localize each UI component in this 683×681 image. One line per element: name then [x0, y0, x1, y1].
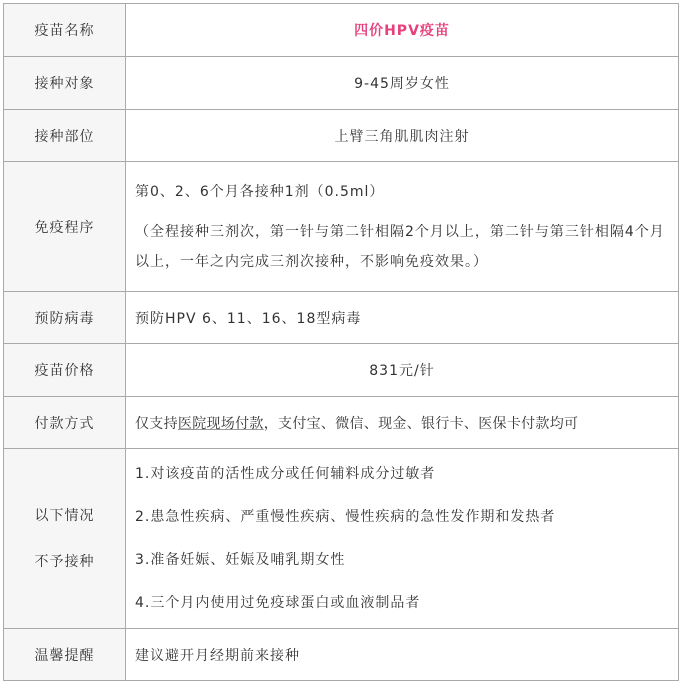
table-row-reminder — [4, 629, 679, 681]
label-line: 以下情况 — [34, 507, 95, 524]
prevention-value: 预防HPV 6、11、16、18型病毒 — [126, 292, 679, 344]
target-group-value: 9-45周岁女性 — [126, 57, 679, 110]
payment-suffix: ，支付宝、微信、现金、银行卡、医保卡付款均可 — [263, 415, 579, 432]
row-label: 温馨提醒 — [4, 629, 126, 681]
payment-prefix: 仅支持 — [135, 415, 178, 432]
row-label: 预防病毒 — [4, 292, 126, 344]
row-label: 免疫程序 — [4, 162, 126, 292]
row-label: 疫苗价格 — [4, 344, 126, 397]
payment-value — [126, 397, 679, 449]
table-row-schedule — [4, 162, 679, 292]
vaccine-info-table — [3, 3, 679, 681]
payment-onsite-link: 医院现场付款 — [177, 415, 264, 432]
table-row-target-group — [4, 57, 679, 110]
table-row-payment — [4, 397, 679, 449]
reminder-value: 建议避开月经期前来接种 — [126, 629, 679, 681]
contraindication-list — [126, 449, 679, 629]
schedule-note: （全程接种三剂次，第一针与第二针相隔2个月以上，第二针与第三针相隔4个月以上，一年之内完成三剂次接种，不影响免疫效果。） — [135, 223, 665, 270]
list-item: 4.三个月内使用过免疫球蛋白或血液制品者 — [135, 594, 421, 611]
row-label: 疫苗名称 — [4, 4, 126, 57]
price-value: 831元/针 — [126, 344, 679, 397]
list-item: 3.准备妊娠、妊娠及哺乳期女性 — [135, 551, 346, 568]
vaccine-name-value: 四价HPV疫苗 — [126, 4, 679, 57]
schedule-value — [126, 162, 679, 292]
table-row-contraindications — [4, 449, 679, 629]
schedule-line: 第0、2、6个月各接种1剂（0.5ml） — [135, 183, 385, 200]
injection-site-value: 上臂三角肌肌肉注射 — [126, 110, 679, 162]
table-row-vaccine-name — [4, 4, 679, 57]
table-row-prevention — [4, 292, 679, 344]
label-line: 不予接种 — [34, 553, 95, 570]
list-item: 1.对该疫苗的活性成分或任何辅料成分过敏者 — [135, 465, 436, 482]
table-row-price — [4, 344, 679, 397]
contraindication-label — [4, 449, 126, 629]
row-label: 接种对象 — [4, 57, 126, 110]
table-row-injection-site — [4, 110, 679, 162]
list-item: 2.患急性疾病、严重慢性疾病、慢性疾病的急性发作期和发热者 — [135, 508, 556, 525]
row-label: 接种部位 — [4, 110, 126, 162]
row-label: 付款方式 — [4, 397, 126, 449]
